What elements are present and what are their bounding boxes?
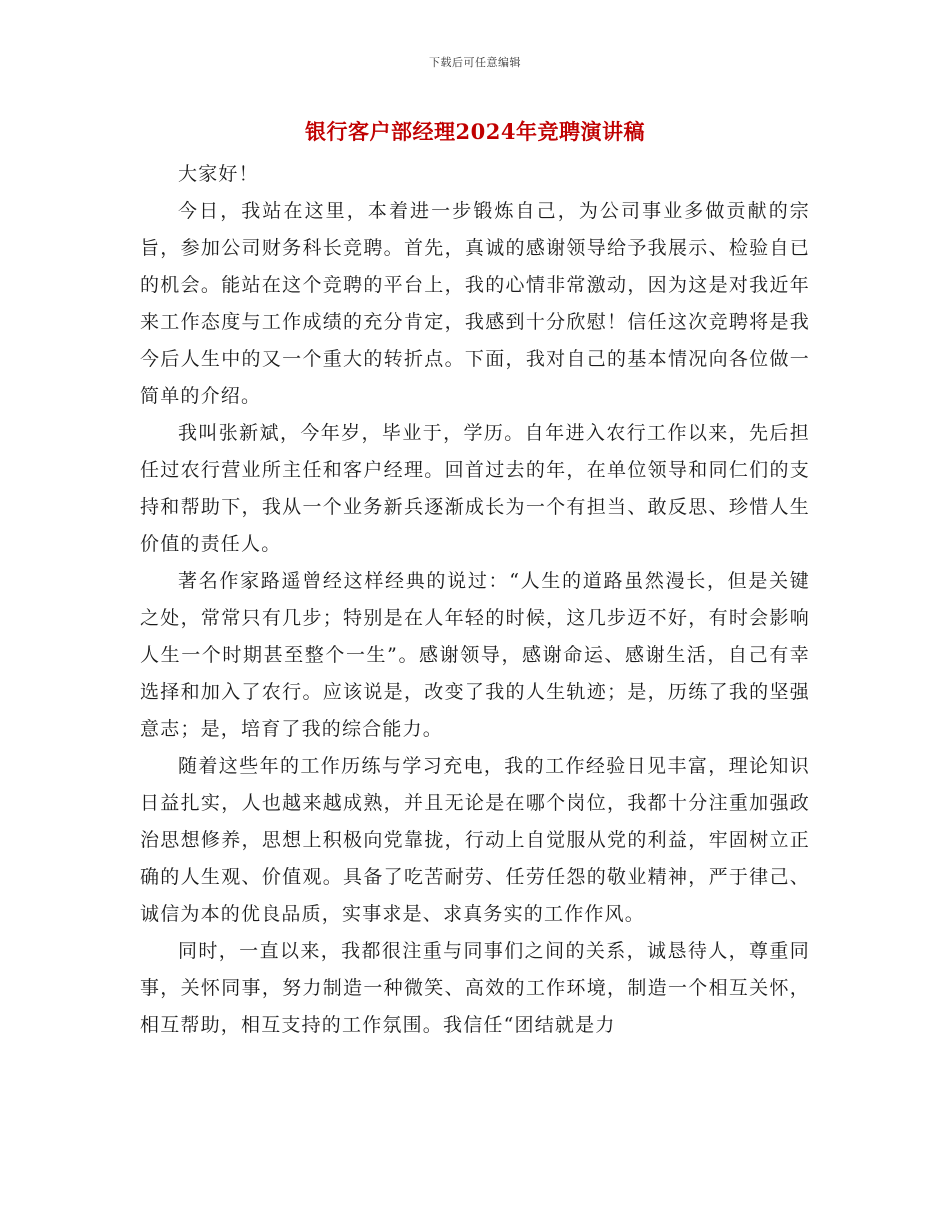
header-note: 下载后可任意编辑 bbox=[429, 56, 521, 69]
paragraph-greeting: 大家好！ bbox=[178, 163, 259, 185]
document-title: 银行客户部经理2024年竞聘演讲稿 bbox=[305, 119, 645, 144]
paragraph: 我叫张新斌，今年岁，毕业于，学历。自年进入农行工作以来，先后担任过农行营业所主任和客户经理。回首过去的年，在单位领导和同仁们的支持和帮助下，我从一个业务新兵逐渐成长为一个有担当、敢反思、珍惜人生价值的责任人。 bbox=[140, 422, 810, 555]
paragraph: 今日，我站在这里，本着进一步锻炼自己，为公司事业多做贡献的宗旨，参加公司财务科长竞聘。首先，真诚的感谢领导给予我展示、检验自已的机会。能站在这个竞聘的平台上，我的心情非常激动，因为这是对我近年来工作态度与工作成绩的充分肯定，我感到十分欣慰！信任这次竞聘将是我今后人生中的又一个重大的转折点。下面，我对自己的基本情况向各位做一简单的介绍。 bbox=[140, 200, 810, 407]
paragraph: 同时，一直以来，我都很注重与同事们之间的关系，诚恳待人，尊重同事，关怀同事，努力制造一种微笑、高效的工作环境，制造一个相互关怀，相互帮助，相互支持的工作氛围。我信任“团结就是力 bbox=[140, 940, 810, 1036]
document-body bbox=[140, 156, 810, 1044]
paragraph: 著名作家路遥曾经这样经典的说过：“人生的道路虽然漫长，但是关键之处，常常只有几步；特别是在人年轻的时候，这几步迈不好，有时会影响人生一个时期甚至整个一生”。感谢领导，感谢命运、感谢生活，自己有幸选择和加入了农行。应该说是，改变了我的人生轨迹；是，历练了我的坚强意志；是，培育了我的综合能力。 bbox=[140, 570, 810, 740]
paragraph: 随着这些年的工作历练与学习充电，我的工作经验日见丰富，理论知识日益扎实，人也越来越成熟，并且无论是在哪个岗位，我都十分注重加强政治思想修养，思想上积极向党靠拢，行动上自觉服从党的利益，牢固树立正确的人生观、价值观。具备了吃苦耐劳、任劳任怨的敬业精神，严于律己、诚信为本的优良品质，实事求是、求真务实的工作作风。 bbox=[140, 755, 810, 925]
